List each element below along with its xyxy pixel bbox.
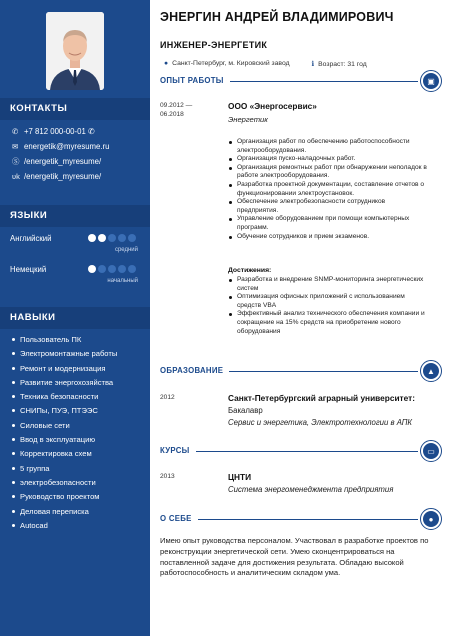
person-name: ЭНЕРГИН АНДРЕЙ ВЛАДИМИРОВИЧ [160, 10, 394, 24]
location-pin-icon: ● [164, 60, 169, 67]
degree: Бакалавр [228, 406, 263, 415]
vk-icon: ʋk [12, 172, 20, 181]
section-title: КУРСЫ [160, 446, 196, 455]
contact-list [12, 124, 148, 184]
skill-item: Руководство проектом [12, 490, 148, 504]
duty-item: Обеспечение электробезопасности сотрудников предприятия. [228, 198, 428, 215]
contact-phone[interactable] [12, 124, 148, 139]
language-name: Немецкий [10, 265, 47, 274]
language-level-dot [88, 234, 96, 242]
duty-item: Разработка проектной документации, составление отчетов о функционировании электроустановок. [228, 181, 428, 198]
achievement-item: Эффективный анализ технического обеспечения компании и сокращение на 15% средств на приобретение нового оборудования [228, 310, 428, 336]
age-text: Возраст: 31 год [318, 61, 367, 68]
achievement-item: Разработка и внедрение SNMP-мониторинга энергетических систем [228, 276, 428, 293]
email-icon: ✉ [12, 142, 19, 151]
company-name: ООО «Энергосервис» [228, 101, 317, 111]
skill-item: Силовые сети [12, 419, 148, 433]
main-content [150, 0, 450, 636]
language-level-dot [88, 265, 96, 273]
course-year: 2013 [160, 473, 175, 480]
position-name: Энергетик [228, 115, 268, 124]
course-topic: Система энергоменеджмента предприятия [228, 485, 394, 494]
language-level-dot [128, 265, 136, 273]
skill-item: Деловая переписка [12, 505, 148, 519]
section-title: О СЕБЕ [160, 514, 198, 523]
skill-item: Ввод в эксплуатацию [12, 433, 148, 447]
languages-heading: ЯЗЫКИ [0, 205, 150, 227]
section-about-header [160, 510, 442, 530]
language-level-dot [108, 234, 116, 242]
sidebar [0, 0, 150, 636]
monitor-icon: ▭ [420, 440, 442, 462]
skill-item: Ремонт и модернизация [12, 362, 148, 376]
language-level: начальный [107, 278, 138, 284]
skype-icon: Ⓢ [12, 157, 20, 166]
phone-icon: ✆ [12, 127, 19, 136]
profile-photo [46, 12, 104, 90]
course-name: ЦНТИ [228, 472, 252, 482]
achievements-title: Достижения: [228, 267, 272, 274]
section-courses-header [160, 442, 442, 462]
achievements-list [228, 276, 428, 336]
person-meta [164, 60, 367, 68]
contact-email[interactable] [12, 139, 148, 154]
about-text: Имею опыт руководства персоналом. Участвовал в разработке проектов по реконструкции энергетической сети. Умею сконцентрироваться на поставленной задаче для достижения результата. Обладаю высокой работоспособность и аналитическим складом ума. [160, 536, 429, 578]
language-level-dots [88, 234, 136, 242]
contacts-heading: КОНТАКТЫ [0, 98, 150, 120]
language-level-dot [128, 234, 136, 242]
section-title: ОПЫТ РАБОТЫ [160, 76, 230, 85]
duty-item: Управление оборудованием при помощи компьютерных программ. [228, 215, 428, 232]
skill-item: Корректировка схем [12, 447, 148, 461]
language-level-dot [118, 234, 126, 242]
contact-vk-text: /energetik_myresume/ [24, 172, 102, 181]
duty-item: Организация работ по обеспечению работоспособности электрооборудования. [228, 138, 428, 155]
graduation-cap-icon: ▲ [420, 360, 442, 382]
section-work-header [160, 72, 442, 92]
skill-item: Autocad [12, 519, 148, 533]
section-education-header [160, 362, 442, 382]
language-level-dots [88, 265, 136, 273]
language-row [10, 263, 142, 291]
info-icon: ℹ [311, 61, 315, 68]
location-text: Санкт-Петербург, м. Кировский завод [172, 60, 290, 67]
work-dates: 09.2012 — 06.2018 [160, 102, 193, 118]
skill-item: Пользователь ПК [12, 333, 148, 347]
skills-heading: НАВЫКИ [0, 307, 150, 329]
duty-item: Организация пуско-наладочных работ. [228, 155, 428, 164]
duty-item: Обучение сотрудников и прием экзаменов. [228, 233, 428, 242]
language-level-dot [118, 265, 126, 273]
contact-skype[interactable] [12, 154, 148, 169]
contact-email-text: energetik@myresume.ru [24, 142, 110, 151]
language-level-dot [98, 234, 106, 242]
duties-list [228, 138, 428, 241]
skill-item: Развитие энергохозяйства [12, 376, 148, 390]
duty-item: Организация ремонтных работ при обнаружении неполадок в работе электрооборудования. [228, 164, 428, 181]
language-level-dot [98, 265, 106, 273]
contact-vk[interactable] [12, 169, 148, 184]
achievement-item: Оптимизация офисных приложений с использованием средств VBA [228, 293, 428, 310]
language-level-dot [108, 265, 116, 273]
education-year: 2012 [160, 394, 175, 401]
section-divider [160, 519, 418, 520]
language-row [10, 232, 142, 260]
contact-skype-text: /energetik_myresume/ [24, 157, 102, 166]
skills-list [12, 333, 148, 533]
language-level: средний [114, 247, 138, 253]
skill-item: СНИПы, ПУЭ, ПТЭЭС [12, 404, 148, 418]
user-icon: ● [420, 508, 442, 530]
skill-item-continued: электробезопасности [12, 476, 148, 490]
skill-item: Электромонтажные работы [12, 347, 148, 361]
skill-item: Техника безопасности [12, 390, 148, 404]
language-name: Английский [10, 234, 52, 243]
section-divider [160, 451, 418, 452]
skill-item: 5 группа [12, 462, 148, 476]
briefcase-icon: ▣ [420, 70, 442, 92]
specialty: Сервис и энергетика, Электротехнологии в АПК [228, 418, 413, 427]
contact-phone-text: +7 812 000-00-01 ✆ [24, 127, 95, 136]
section-title: ОБРАЗОВАНИЕ [160, 366, 229, 375]
job-title: ИНЖЕНЕР-ЭНЕРГЕТИК [160, 40, 268, 50]
institution-name: Санкт-Петербургский аграрный университет: [228, 393, 415, 403]
